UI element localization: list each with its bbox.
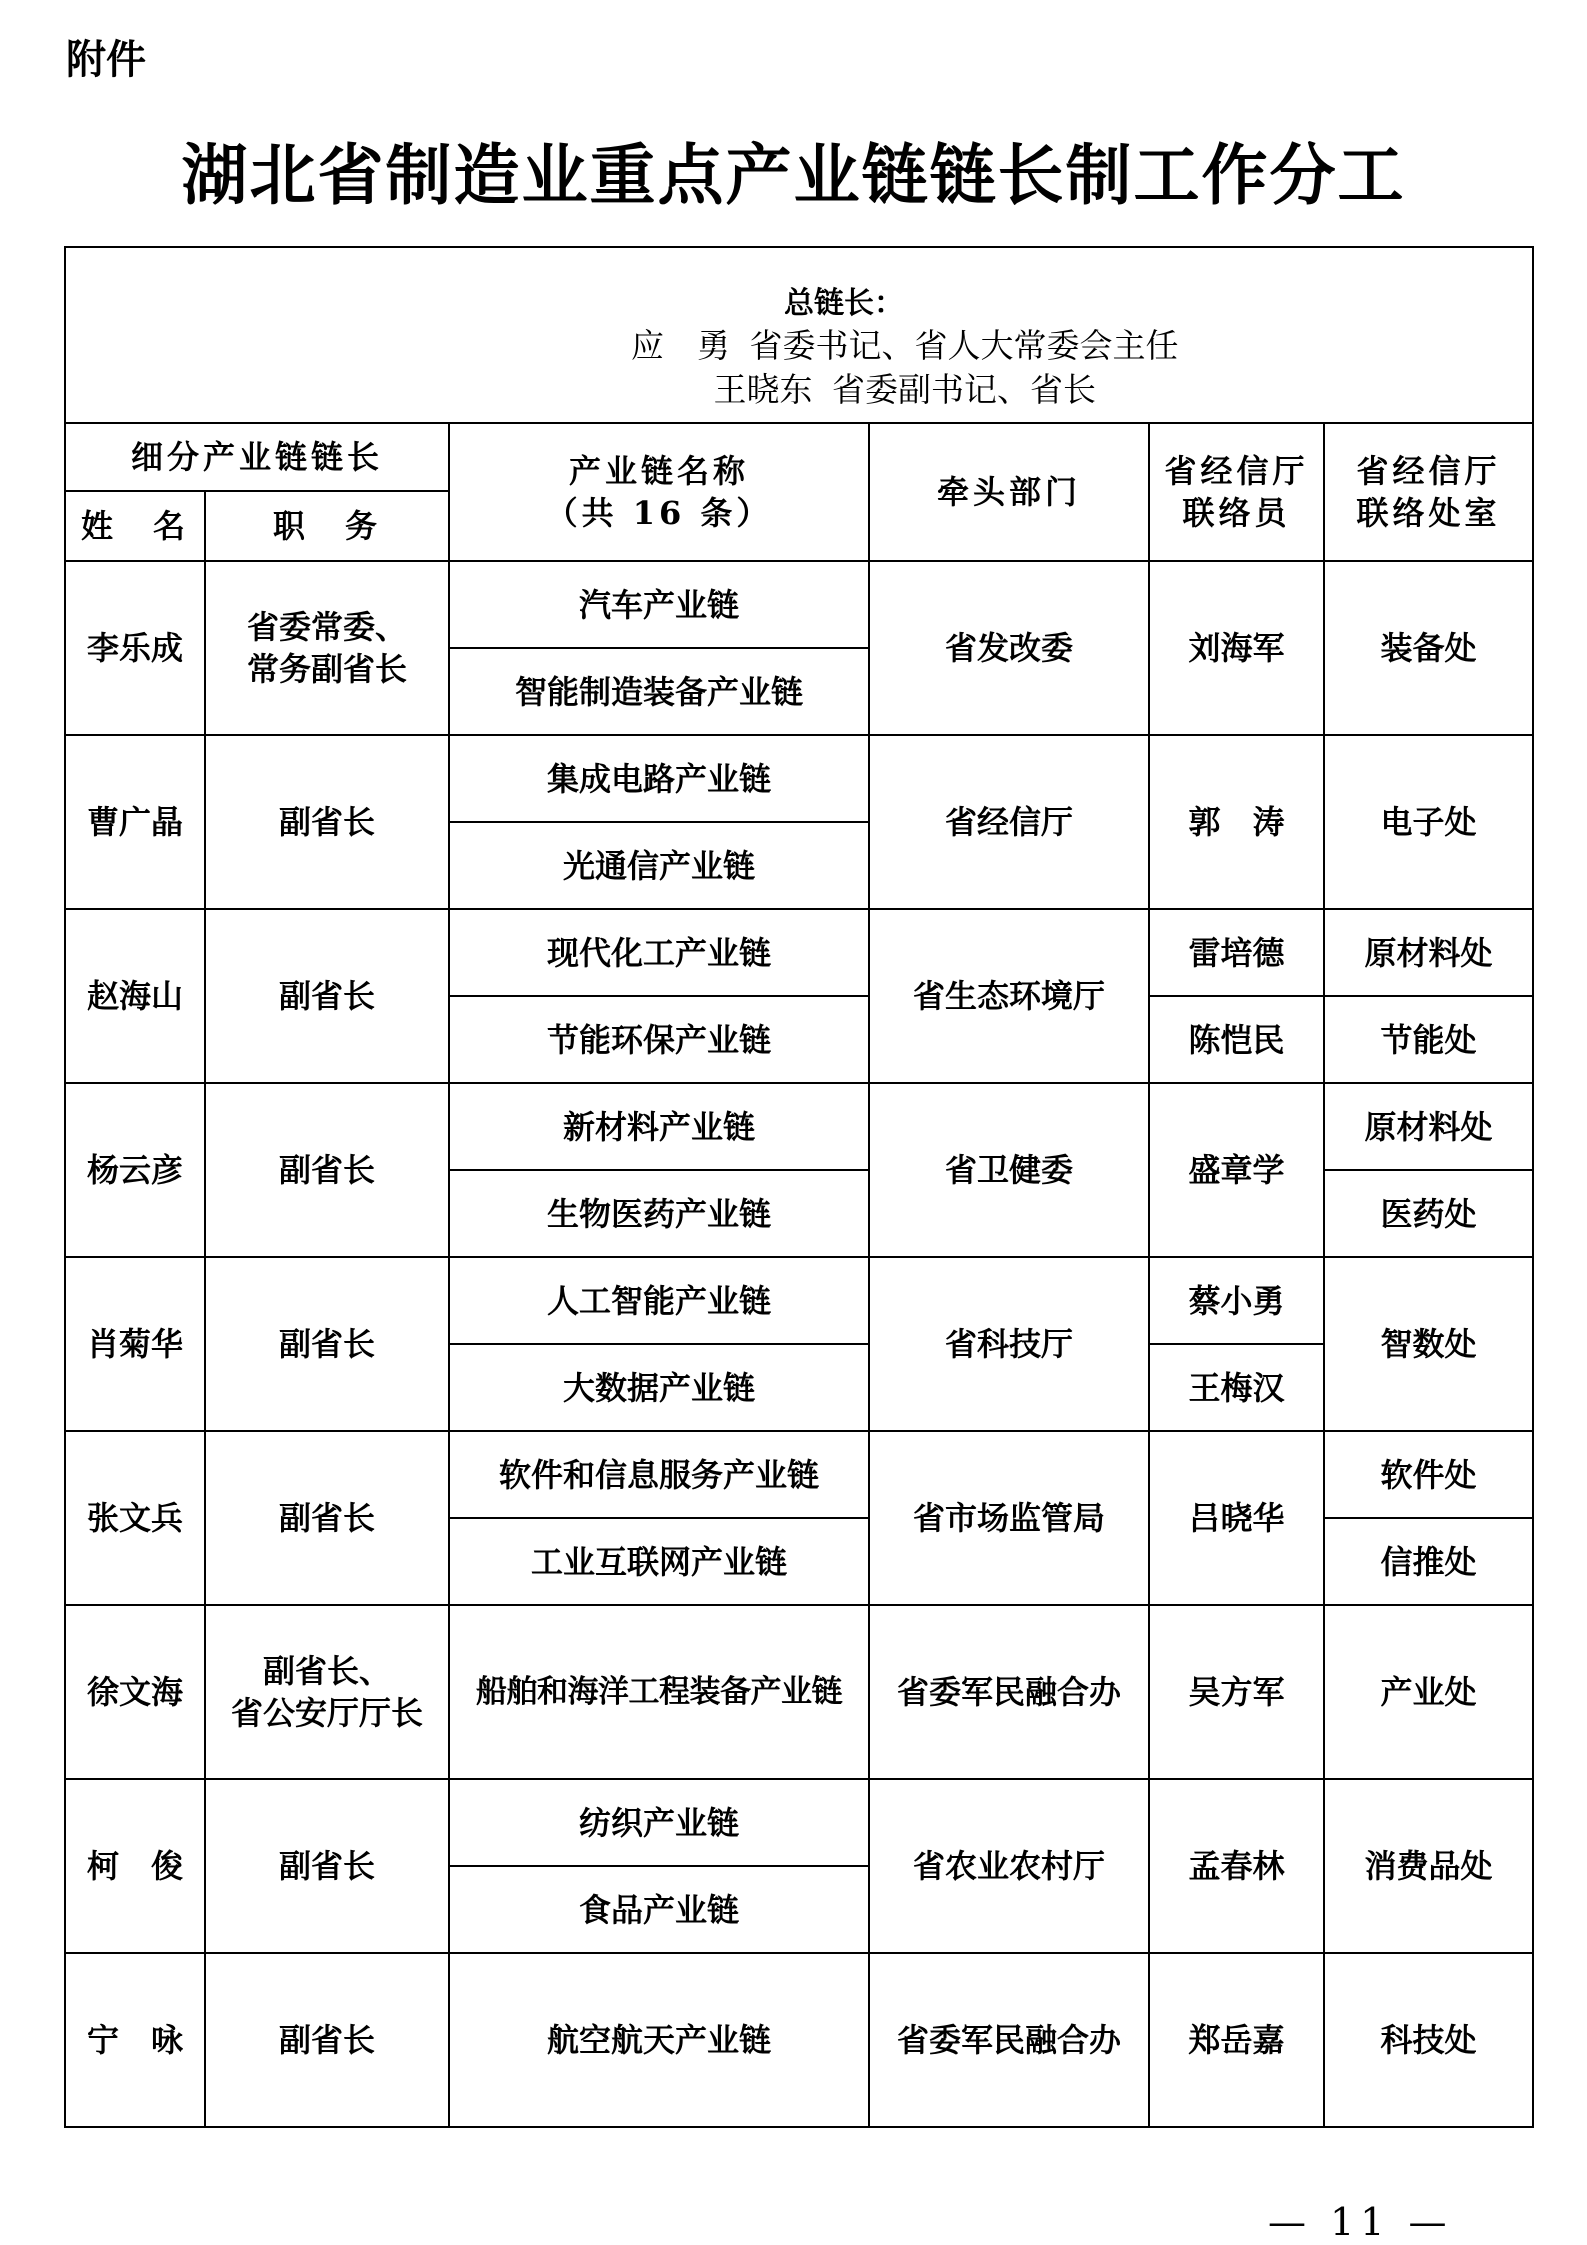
lead-dept: 省农业农村厅	[869, 1779, 1149, 1953]
chain-name: 汽车产业链	[449, 561, 869, 648]
document-title: 湖北省制造业重点产业链链长制工作分工	[181, 137, 1406, 214]
header-lead-dept: 牵头部门	[869, 423, 1149, 561]
chain-name: 船舶和海洋工程装备产业链	[449, 1605, 869, 1779]
liaison: 盛章学	[1149, 1083, 1324, 1257]
table-row	[65, 1083, 1533, 1170]
header-chain-name	[449, 423, 869, 561]
leader-name: 赵海山	[65, 909, 205, 1083]
leader-position-line2: 常务副省长	[246, 650, 407, 688]
leader-position: 副省长	[205, 1953, 449, 2127]
leader-position: 副省长	[205, 1779, 449, 1953]
leader-name: 杨云彦	[65, 1083, 205, 1257]
liaison: 吕晓华	[1149, 1431, 1324, 1605]
general-leader-name: 王晓东	[713, 370, 813, 409]
leader-name: 徐文海	[65, 1605, 205, 1779]
table-row	[65, 909, 1533, 996]
leader-name: 张文兵	[65, 1431, 205, 1605]
liaison: 郑岳嘉	[1149, 1953, 1324, 2127]
chain-name: 纺织产业链	[449, 1779, 869, 1866]
liaison: 雷培德	[1149, 909, 1324, 996]
liaison-office: 电子处	[1324, 735, 1533, 909]
liaison: 王梅汉	[1149, 1344, 1324, 1431]
liaison-office: 装备处	[1324, 561, 1533, 735]
liaison-office: 消费品处	[1324, 1779, 1533, 1953]
general-leader-entry	[258, 368, 1532, 412]
chain-name: 新材料产业链	[449, 1083, 869, 1170]
liaison: 蔡小勇	[1149, 1257, 1324, 1344]
chain-name: 生物医药产业链	[449, 1170, 869, 1257]
leader-name: 宁 咏	[65, 1953, 205, 2127]
general-leaders-cell	[65, 247, 1533, 423]
header-office-line1: 省经信厅	[1356, 452, 1501, 490]
table-row	[65, 1605, 1533, 1779]
table-row	[65, 735, 1533, 822]
table-row	[65, 1257, 1533, 1344]
liaison: 郭 涛	[1149, 735, 1324, 909]
liaison: 陈恺民	[1149, 996, 1324, 1083]
chain-name: 航空航天产业链	[449, 1953, 869, 2127]
chain-name: 智能制造装备产业链	[449, 648, 869, 735]
header-chain-name-line2: （共 16 条）	[545, 494, 773, 532]
liaison-office: 软件处	[1324, 1431, 1533, 1518]
leader-position: 副省长	[205, 735, 449, 909]
header-liaison-line2: 联络员	[1182, 494, 1291, 532]
table-row	[65, 1779, 1533, 1866]
header-liaison-line1: 省经信厅	[1164, 452, 1309, 490]
header-row	[65, 423, 1533, 491]
general-leader-entry	[258, 324, 1532, 368]
liaison: 刘海军	[1149, 561, 1324, 735]
chain-name: 软件和信息服务产业链	[449, 1431, 869, 1518]
leader-position-line1: 省委常委、	[246, 608, 407, 646]
leader-position-line1: 副省长、	[262, 1652, 391, 1690]
lead-dept: 省发改委	[869, 561, 1149, 735]
lead-dept: 省委军民融合办	[869, 1605, 1149, 1779]
attachment-label: 附件	[66, 37, 146, 83]
chain-name: 工业互联网产业链	[449, 1518, 869, 1605]
leader-position: 副省长	[205, 1083, 449, 1257]
general-leader-name: 应 勇	[631, 326, 731, 365]
header-name: 姓 名	[65, 491, 205, 561]
lead-dept: 省卫健委	[869, 1083, 1149, 1257]
table-row	[65, 1431, 1533, 1518]
header-liaison	[1149, 423, 1324, 561]
header-position: 职 务	[205, 491, 449, 561]
page-number: — 11 —	[1268, 2200, 1453, 2244]
chain-name: 人工智能产业链	[449, 1257, 869, 1344]
lead-dept: 省科技厅	[869, 1257, 1149, 1431]
liaison-office: 科技处	[1324, 1953, 1533, 2127]
liaison-office: 信推处	[1324, 1518, 1533, 1605]
leader-name: 李乐成	[65, 561, 205, 735]
liaison-office: 产业处	[1324, 1605, 1533, 1779]
division-table	[64, 246, 1534, 2128]
lead-dept: 省生态环境厅	[869, 909, 1149, 1083]
general-leader-position: 省委副书记、省长	[832, 370, 1097, 409]
leader-name: 肖菊华	[65, 1257, 205, 1431]
liaison-office: 医药处	[1324, 1170, 1533, 1257]
leader-position-line2: 省公安厅厅长	[230, 1694, 423, 1732]
liaison-office: 智数处	[1324, 1257, 1533, 1431]
liaison-office: 原材料处	[1324, 1083, 1533, 1170]
header-liaison-office	[1324, 423, 1533, 561]
chain-name: 节能环保产业链	[449, 996, 869, 1083]
lead-dept: 省经信厅	[869, 735, 1149, 909]
chain-name: 光通信产业链	[449, 822, 869, 909]
leader-position: 副省长	[205, 1257, 449, 1431]
leader-name: 曹广晶	[65, 735, 205, 909]
leader-name: 柯 俊	[65, 1779, 205, 1953]
general-leaders-row	[65, 247, 1533, 423]
table-row	[65, 561, 1533, 648]
header-office-line2: 联络处室	[1356, 494, 1501, 532]
chain-name: 食品产业链	[449, 1866, 869, 1953]
leader-position: 副省长	[205, 909, 449, 1083]
chain-name: 现代化工产业链	[449, 909, 869, 996]
general-leader-position: 省委书记、省人大常委会主任	[749, 326, 1179, 365]
liaison: 吴方军	[1149, 1605, 1324, 1779]
header-chain-name-line1: 产业链名称	[568, 452, 749, 490]
liaison-office: 原材料处	[1324, 909, 1533, 996]
leader-position	[205, 561, 449, 735]
header-subchain-leader: 细分产业链链长	[65, 423, 449, 491]
leader-position	[205, 1605, 449, 1779]
lead-dept: 省市场监管局	[869, 1431, 1149, 1605]
leader-position: 副省长	[205, 1431, 449, 1605]
general-leader-label: 总链长：	[784, 286, 905, 321]
liaison-office: 节能处	[1324, 996, 1533, 1083]
chain-name: 集成电路产业链	[449, 735, 869, 822]
table-row	[65, 1953, 1533, 2127]
chain-name: 大数据产业链	[449, 1344, 869, 1431]
liaison: 孟春林	[1149, 1779, 1324, 1953]
lead-dept: 省委军民融合办	[869, 1953, 1149, 2127]
